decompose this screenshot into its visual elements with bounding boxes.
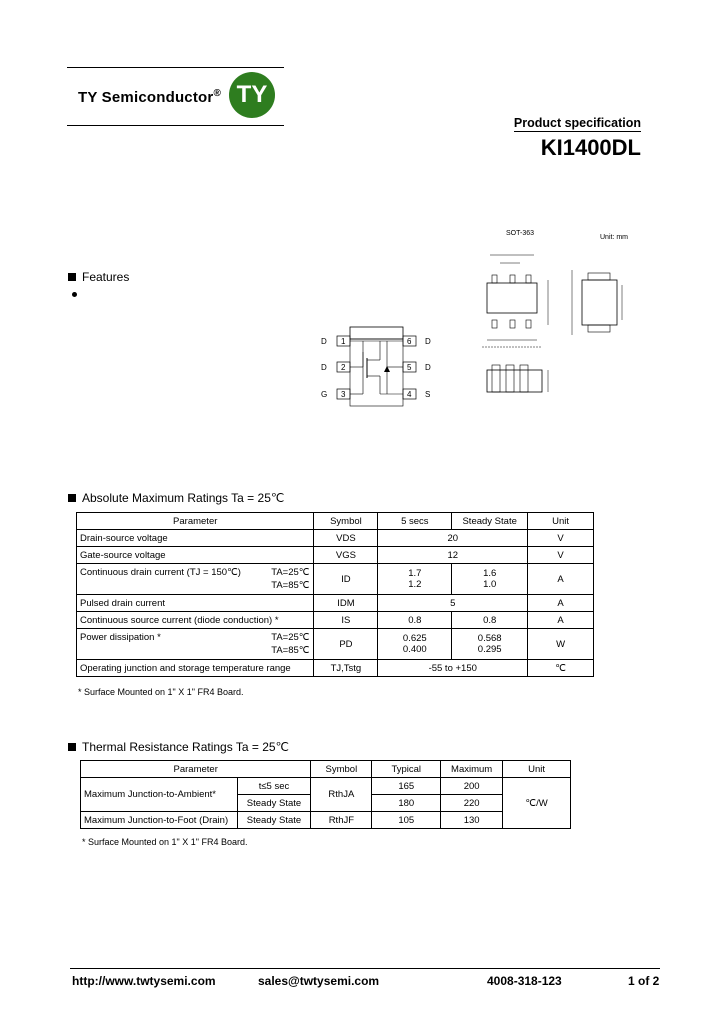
header-typical: Typical bbox=[372, 761, 441, 778]
param-jf: Maximum Junction-to-Foot (Drain) bbox=[81, 812, 238, 829]
param-ja: Maximum Junction-to-Ambient* bbox=[81, 778, 238, 812]
symbol-vgs: VGS bbox=[314, 547, 378, 564]
pin-num-5: 5 bbox=[407, 363, 412, 372]
abs-max-title: Absolute Maximum Ratings Ta = 25℃ bbox=[68, 491, 284, 505]
header-unit: Unit bbox=[503, 761, 571, 778]
table-row bbox=[77, 660, 594, 677]
part-number: KI1400DL bbox=[540, 135, 641, 160]
typ-ja-5s: 165 bbox=[372, 778, 441, 795]
symbol-tj: TJ,Tstg bbox=[314, 660, 378, 677]
value-vds: 20 bbox=[378, 530, 528, 547]
pin-label-right-4: S bbox=[425, 390, 431, 399]
footer-page: 1 of 2 bbox=[628, 974, 660, 988]
param-vgs: Gate-source voltage bbox=[77, 547, 314, 564]
pin-num-3: 3 bbox=[341, 390, 346, 399]
unit-is: A bbox=[528, 612, 594, 629]
param-is: Continuous source current (diode conduction) * bbox=[77, 612, 314, 629]
footer-website[interactable]: http://www.twtysemi.com bbox=[72, 974, 216, 988]
max-jf: 130 bbox=[441, 812, 503, 829]
param-id: Continuous drain current (TJ = 150℃) TA=25℃ TA=85℃ bbox=[77, 564, 314, 595]
value-tj: -55 to +150 bbox=[378, 660, 528, 677]
spec-rule bbox=[514, 131, 641, 132]
company-name: TY Semiconductor® bbox=[78, 88, 222, 106]
abs-max-note: * Surface Mounted on 1" X 1" FR4 Board. bbox=[78, 687, 244, 697]
pinout-diagram bbox=[315, 322, 440, 410]
value-is-5s: 0.8 bbox=[378, 612, 452, 629]
pin-num-1: 1 bbox=[341, 337, 346, 346]
pin-num-2: 2 bbox=[341, 363, 346, 372]
header-parameter: Parameter bbox=[77, 513, 314, 530]
max-ja-ss: 220 bbox=[441, 795, 503, 812]
pin-label-left-2: D bbox=[321, 363, 327, 372]
table-row bbox=[77, 612, 594, 629]
footer-email[interactable]: sales@twtysemi.com bbox=[258, 974, 380, 988]
thermal-note: * Surface Mounted on 1" X 1" FR4 Board. bbox=[82, 837, 248, 847]
symbol-is: IS bbox=[314, 612, 378, 629]
header-parameter: Parameter bbox=[81, 761, 311, 778]
thermal-title: Thermal Resistance Ratings Ta = 25℃ bbox=[68, 740, 289, 754]
value-vgs: 12 bbox=[378, 547, 528, 564]
symbol-pd: PD bbox=[314, 629, 378, 660]
unit-vds: V bbox=[528, 530, 594, 547]
symbol-ja: RthJA bbox=[311, 778, 372, 812]
table-row bbox=[77, 564, 594, 595]
value-idm: 5 bbox=[378, 595, 528, 612]
pin-label-right-6: D bbox=[425, 337, 431, 346]
header-5secs: 5 secs bbox=[378, 513, 452, 530]
feature-bullet bbox=[72, 292, 77, 297]
table-row bbox=[77, 547, 594, 564]
typ-ja-ss: 180 bbox=[372, 795, 441, 812]
param-pd: Power dissipation * TA=25℃ TA=85℃ bbox=[77, 629, 314, 660]
cond-ja-5s: t≤5 sec bbox=[237, 778, 311, 795]
pin-num-4: 4 bbox=[407, 390, 412, 399]
pin-label-right-5: D bbox=[425, 363, 431, 372]
symbol-vds: VDS bbox=[314, 530, 378, 547]
value-id-5s: 1.7 1.2 bbox=[378, 564, 452, 595]
unit-vgs: V bbox=[528, 547, 594, 564]
pin-label-left-3: G bbox=[321, 390, 328, 399]
unit-idm: A bbox=[528, 595, 594, 612]
thermal-table bbox=[80, 760, 571, 829]
symbol-idm: IDM bbox=[314, 595, 378, 612]
header-unit: Unit bbox=[528, 513, 594, 530]
table-row bbox=[81, 812, 571, 829]
footer-phone: 4008-318-123 bbox=[487, 974, 562, 988]
header-symbol: Symbol bbox=[311, 761, 372, 778]
param-idm: Pulsed drain current bbox=[77, 595, 314, 612]
cond-ja-ss: Steady State bbox=[237, 795, 311, 812]
header-steady-state: Steady State bbox=[452, 513, 528, 530]
pin-label-left-1: D bbox=[321, 337, 327, 346]
unit-pd: W bbox=[528, 629, 594, 660]
table-row bbox=[77, 595, 594, 612]
value-pd-5s: 0.625 0.400 bbox=[378, 629, 452, 660]
table-row bbox=[81, 778, 571, 795]
package-drawing bbox=[470, 225, 660, 405]
header-top-rule bbox=[67, 67, 284, 68]
cond-jf: Steady State bbox=[237, 812, 311, 829]
symbol-id: ID bbox=[314, 564, 378, 595]
footer-rule bbox=[70, 968, 660, 969]
table-row bbox=[77, 530, 594, 547]
table-row bbox=[77, 629, 594, 660]
unit-tj: ℃ bbox=[528, 660, 594, 677]
table-header-row bbox=[81, 761, 571, 778]
param-vds: Drain-source voltage bbox=[77, 530, 314, 547]
symbol-jf: RthJF bbox=[311, 812, 372, 829]
param-tj: Operating junction and storage temperature range bbox=[77, 660, 314, 677]
table-header-row bbox=[77, 513, 594, 530]
pin-num-6: 6 bbox=[407, 337, 412, 346]
product-specification: Product specification bbox=[513, 116, 641, 130]
company-logo: TY bbox=[229, 72, 275, 118]
unit-id: A bbox=[528, 564, 594, 595]
abs-max-table bbox=[76, 512, 594, 677]
unit-thermal: ℃/W bbox=[503, 778, 571, 829]
max-ja-5s: 200 bbox=[441, 778, 503, 795]
typ-jf: 105 bbox=[372, 812, 441, 829]
package-name: SOT-363 bbox=[506, 230, 535, 237]
value-is-ss: 0.8 bbox=[452, 612, 528, 629]
header-bottom-rule bbox=[67, 125, 284, 126]
unit-label: Unit: mm bbox=[600, 234, 628, 241]
value-pd-ss: 0.568 0.295 bbox=[452, 629, 528, 660]
value-id-ss: 1.6 1.0 bbox=[452, 564, 528, 595]
header-maximum: Maximum bbox=[441, 761, 503, 778]
header-symbol: Symbol bbox=[314, 513, 378, 530]
features-title: Features bbox=[68, 270, 129, 284]
